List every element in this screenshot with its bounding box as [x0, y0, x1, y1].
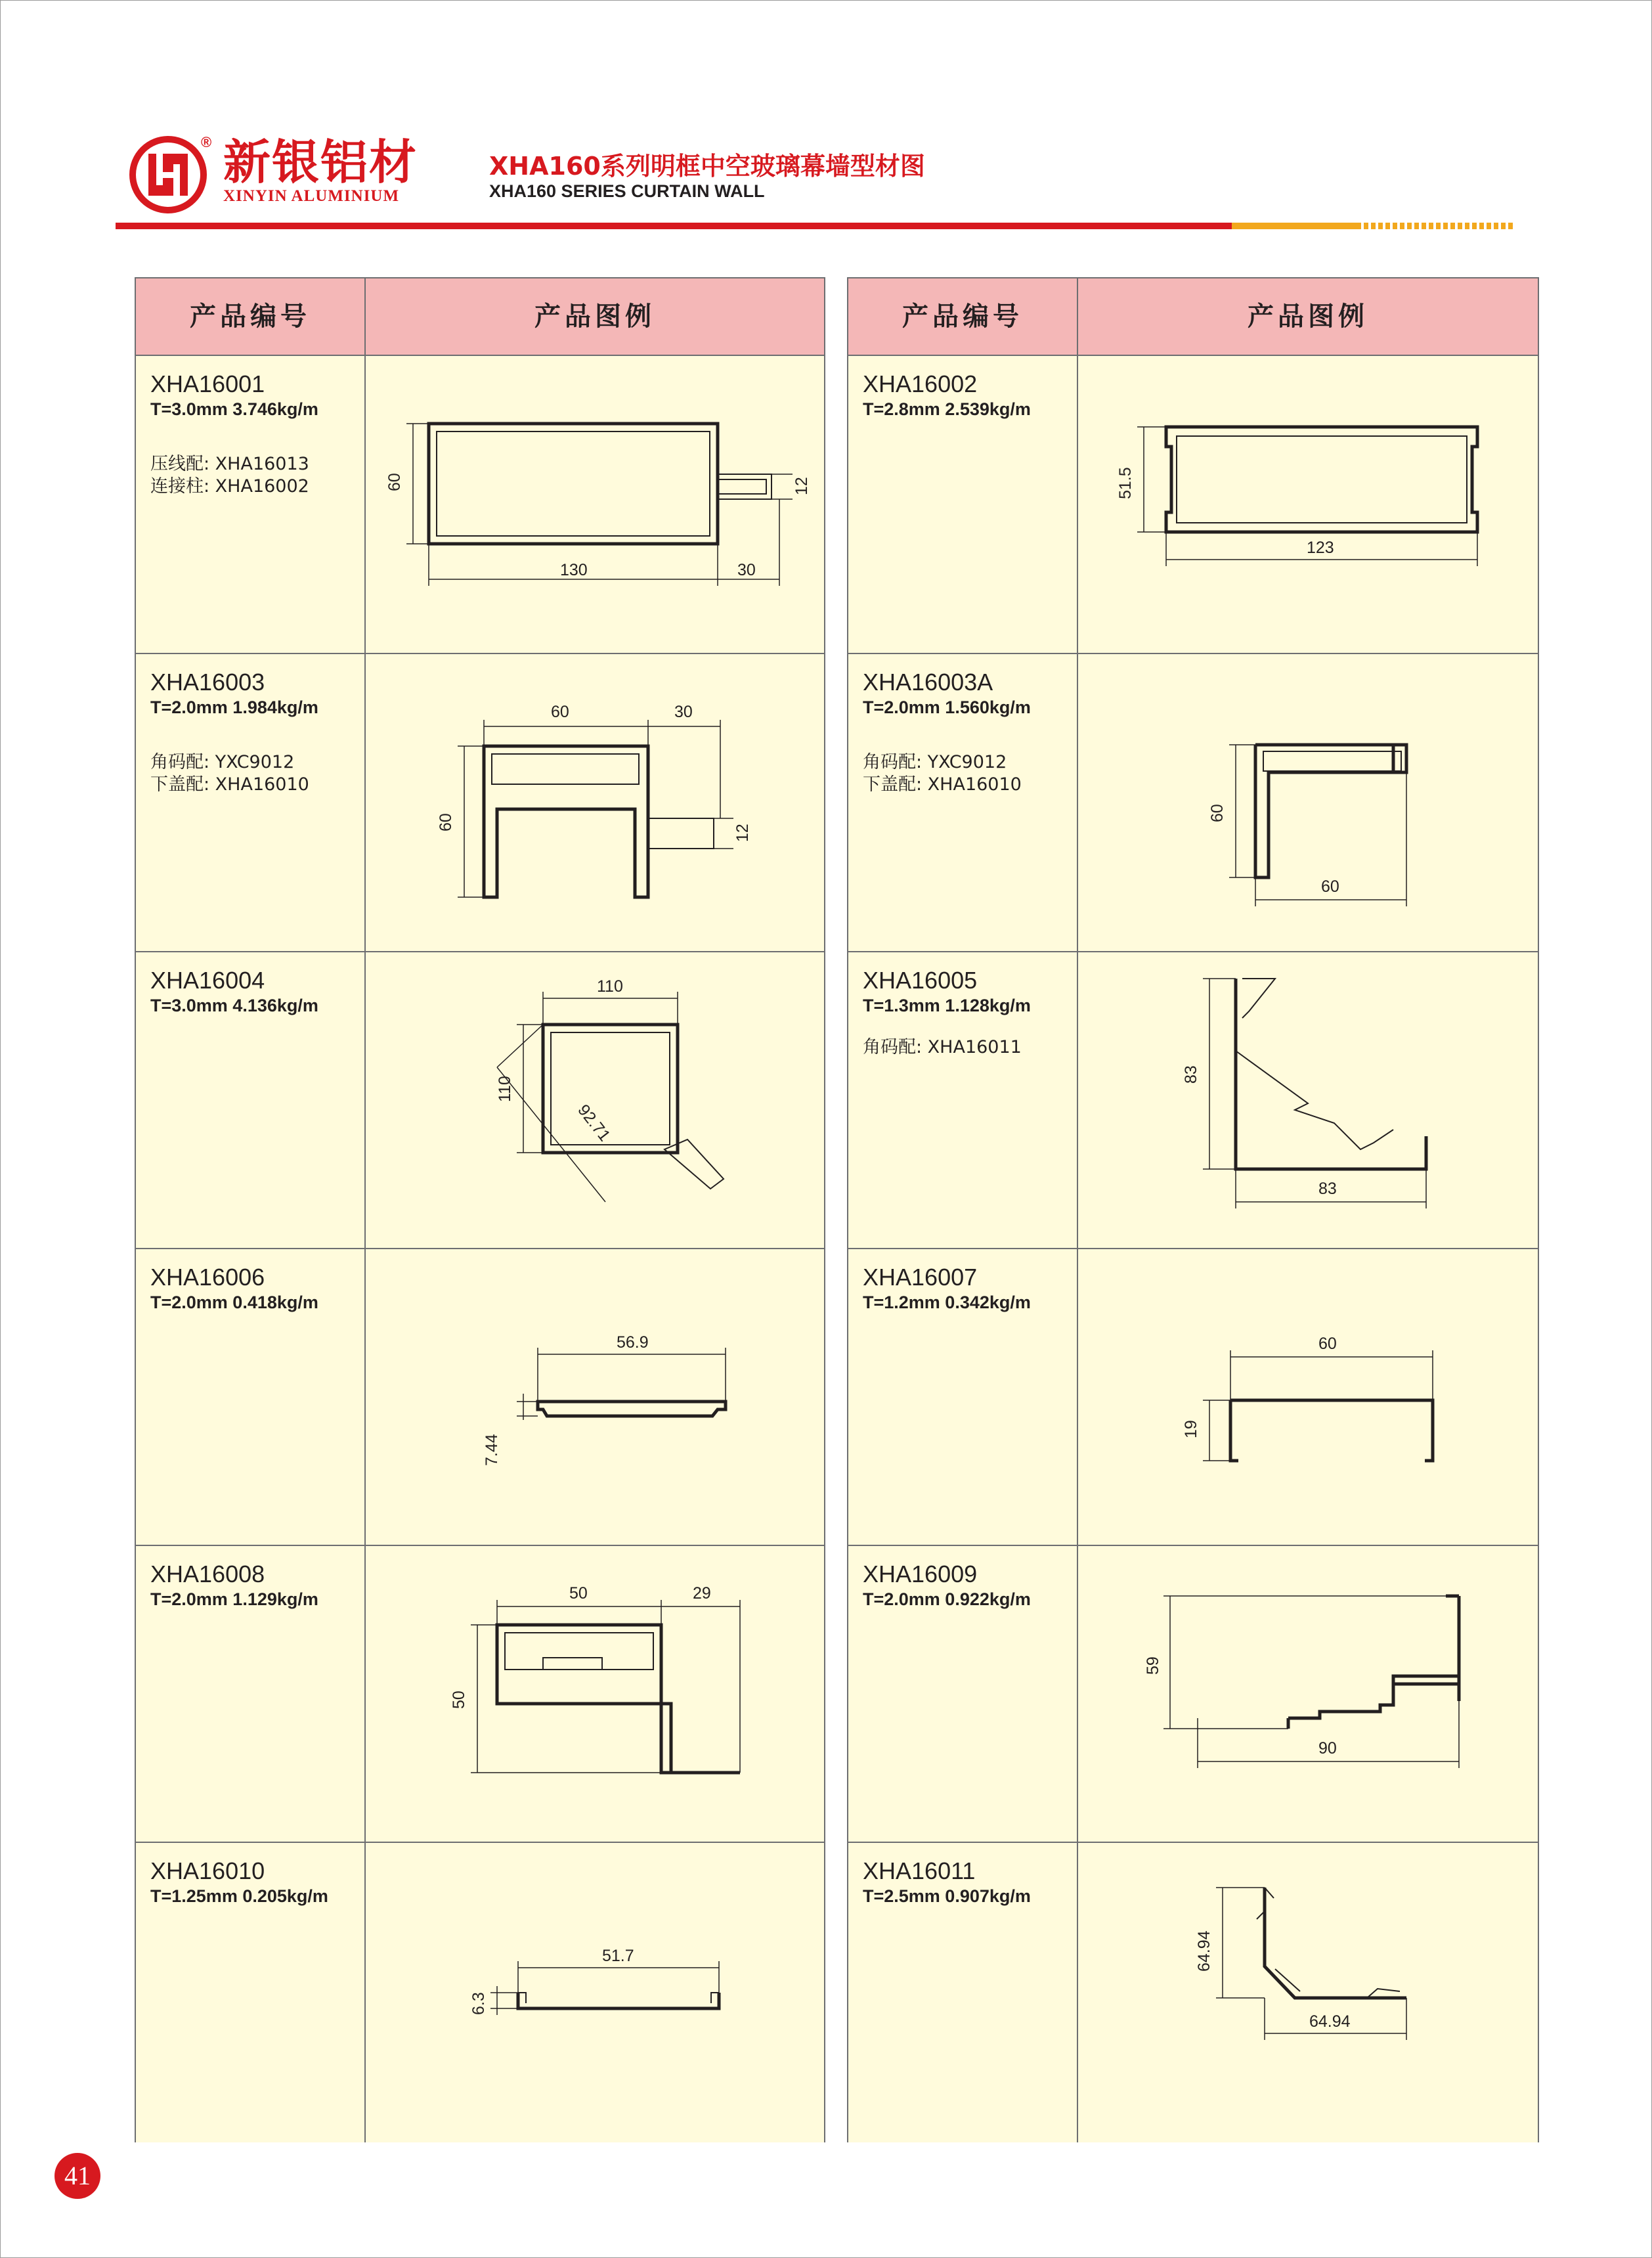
- dim-label: 60: [437, 813, 455, 831]
- dim-label: 130: [560, 561, 588, 579]
- profile-drawing-xha16008: [366, 1546, 825, 1842]
- product-code: XHA16003A: [863, 669, 993, 696]
- product-note: 角码配: XHA16011: [863, 1037, 1022, 1057]
- dim-label: 60: [551, 703, 569, 721]
- dim-label: 60: [1321, 877, 1339, 896]
- table-row: [848, 1546, 1538, 1843]
- product-code: XHA16009: [863, 1561, 978, 1587]
- profile-drawing-xha16001: [366, 356, 825, 653]
- product-spec: T=3.0mm 4.136kg/m: [150, 996, 318, 1015]
- table-row: [848, 654, 1538, 952]
- product-spec: T=1.2mm 0.342kg/m: [863, 1293, 1031, 1312]
- product-code: XHA16002: [863, 370, 978, 397]
- table-header: [136, 278, 824, 356]
- dim-label: 59: [1144, 1656, 1162, 1675]
- product-code: XHA16008: [150, 1561, 265, 1587]
- brand-name-en: XINYIN ALUMINIUM: [223, 187, 400, 205]
- col-header-figure: 产品图例: [534, 301, 655, 332]
- col-header-code: 产品编号: [136, 278, 366, 355]
- table-row: [136, 654, 824, 952]
- dim-label: 19: [1182, 1420, 1200, 1438]
- product-spec: T=2.0mm 1.129kg/m: [150, 1589, 318, 1609]
- dim-label: 83: [1318, 1180, 1337, 1198]
- product-spec: T=1.3mm 1.128kg/m: [863, 996, 1031, 1015]
- brand-name-cn: 新银铝材: [223, 135, 418, 190]
- col-header-code: 产品编号: [848, 278, 1078, 355]
- product-note: 角码配: YXC9012: [150, 752, 295, 772]
- product-spec: T=2.5mm 0.907kg/m: [863, 1886, 1031, 1906]
- table-row: [848, 356, 1538, 654]
- product-spec: T=2.8mm 2.539kg/m: [863, 399, 1031, 419]
- profile-drawing-xha16002: [1078, 356, 1538, 653]
- dim-label: 12: [793, 477, 811, 495]
- product-table-left: [135, 277, 825, 2142]
- product-code: XHA16011: [863, 1857, 976, 1884]
- dim-label: 6.3: [469, 1992, 488, 2015]
- dim-label: 90: [1318, 1739, 1337, 1758]
- table-row: [848, 1843, 1538, 2142]
- dim-label: 60: [385, 473, 404, 491]
- dim-label: 64.94: [1195, 1930, 1213, 1972]
- product-code: XHA16006: [150, 1264, 265, 1291]
- product-spec: T=2.0mm 0.418kg/m: [150, 1293, 318, 1312]
- col-header-figure: 产品图例: [1248, 301, 1368, 332]
- dim-label: 83: [1182, 1065, 1200, 1084]
- product-table-right: [847, 277, 1539, 2142]
- profile-drawing-xha16005: [1078, 952, 1538, 1248]
- table-row: [136, 356, 824, 654]
- dim-label: 92.71: [574, 1101, 614, 1145]
- profile-drawing-xha16011: [1078, 1843, 1538, 2141]
- table-row: [136, 1843, 824, 2142]
- product-code: XHA16004: [150, 967, 265, 994]
- product-note: 连接柱: XHA16002: [150, 476, 309, 497]
- product-note: 压线配: XHA16013: [150, 454, 309, 474]
- dim-label: 29: [693, 1584, 711, 1603]
- registered-mark: ®: [201, 134, 212, 150]
- dim-label: 30: [674, 703, 693, 721]
- header-rule-red: [116, 223, 1232, 229]
- page-title-cn: XHA160系列明框中空玻璃幕墙型材图: [489, 152, 925, 181]
- dim-label: 110: [597, 977, 623, 996]
- profile-drawing-xha16009: [1078, 1546, 1538, 1842]
- product-spec: T=2.0mm 0.922kg/m: [863, 1589, 1031, 1609]
- page-title-en: XHA160 SERIES CURTAIN WALL: [489, 181, 765, 201]
- product-code: XHA16001: [150, 370, 265, 397]
- dim-label: 56.9: [617, 1333, 649, 1352]
- product-code: XHA16005: [863, 967, 978, 994]
- table-header: [848, 278, 1538, 356]
- header-rule-yellow: [1232, 223, 1357, 229]
- profile-drawing-xha16007: [1078, 1249, 1538, 1545]
- product-note: 下盖配: XHA16010: [863, 774, 1022, 795]
- xinyin-logo-icon: [129, 135, 207, 214]
- dim-label: 60: [1318, 1335, 1337, 1353]
- dim-label: 64.94: [1309, 2012, 1351, 2031]
- dim-label: 7.44: [483, 1434, 501, 1466]
- product-code: XHA16003: [150, 669, 265, 696]
- dim-label: 51.7: [602, 1947, 634, 1965]
- product-code: XHA16010: [150, 1857, 265, 1884]
- product-code: XHA16007: [863, 1264, 978, 1291]
- dim-label: 110: [496, 1076, 514, 1102]
- dim-label: 123: [1307, 539, 1334, 557]
- profile-drawing-xha16004: [366, 952, 825, 1248]
- profile-drawing-xha16003a: [1078, 654, 1538, 951]
- header-rule-dashed: [1357, 223, 1514, 229]
- product-spec: T=2.0mm 1.560kg/m: [863, 697, 1031, 717]
- table-row: [136, 1249, 824, 1546]
- table-row: [848, 952, 1538, 1249]
- profile-drawing-xha16003: [366, 654, 825, 951]
- dim-label: 60: [1208, 804, 1227, 822]
- product-spec: T=3.0mm 3.746kg/m: [150, 399, 318, 419]
- profile-drawing-xha16010: [366, 1843, 825, 2141]
- product-spec: T=2.0mm 1.984kg/m: [150, 697, 318, 717]
- dim-label: 12: [733, 824, 752, 842]
- dim-label: 51.5: [1116, 467, 1135, 499]
- product-note: 角码配: YXC9012: [863, 752, 1007, 772]
- dim-label: 30: [737, 561, 756, 579]
- profile-drawing-xha16006: [366, 1249, 825, 1545]
- table-row: [848, 1249, 1538, 1546]
- table-row: [136, 952, 824, 1249]
- table-row: [136, 1546, 824, 1843]
- dim-label: 50: [450, 1691, 468, 1709]
- product-spec: T=1.25mm 0.205kg/m: [150, 1886, 328, 1906]
- page-number: 41: [54, 2153, 100, 2199]
- dim-label: 50: [569, 1584, 588, 1603]
- product-note: 下盖配: XHA16010: [150, 774, 309, 795]
